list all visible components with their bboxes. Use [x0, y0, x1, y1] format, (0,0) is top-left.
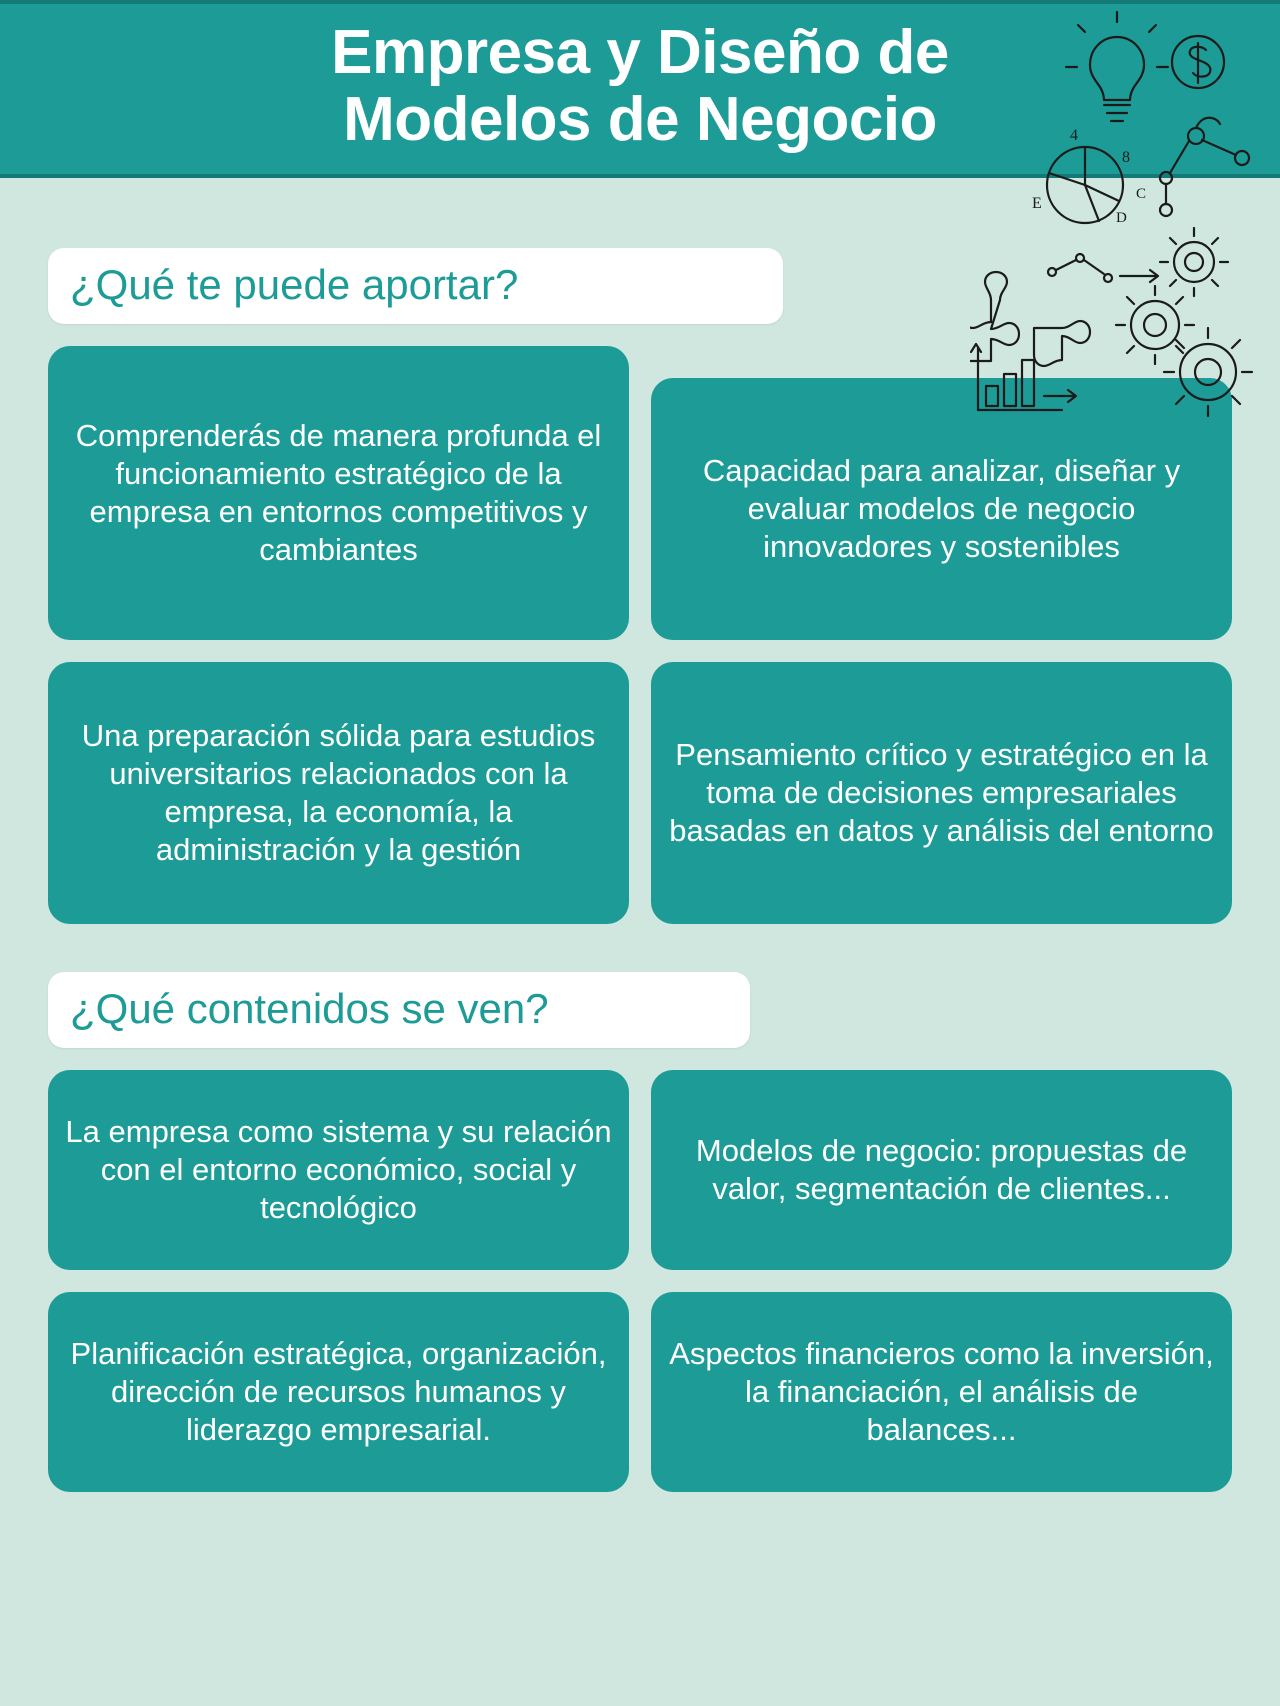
- section-heading-label: ¿Qué contenidos se ven?: [70, 985, 549, 1032]
- svg-text:8: 8: [1122, 149, 1130, 166]
- section-contenidos: [48, 924, 1232, 1492]
- card-item: Comprenderás de manera profunda el funcionamiento estratégico de la empresa en entornos competitivos y cambiantes: [48, 346, 629, 640]
- cards-grid-contenidos: [48, 1070, 1232, 1492]
- card-item: La empresa como sistema y su relación con el entorno económico, social y tecnológico: [48, 1070, 629, 1270]
- card-item: Aspectos financieros como la inversión, la financiación, el análisis de balances...: [651, 1292, 1232, 1492]
- card-item: Capacidad para analizar, diseñar y evaluar modelos de negocio innovadores y sostenibles: [651, 378, 1232, 640]
- svg-text:D: D: [1116, 210, 1127, 226]
- svg-text:C: C: [1136, 186, 1147, 202]
- main-content: [0, 178, 1280, 1492]
- cards-grid-aportar: [48, 346, 1232, 924]
- card-item: Pensamiento crítico y estratégico en la toma de decisiones empresariales basadas en datos y análisis del entorno: [651, 662, 1232, 924]
- page-title: Empresa y Diseño de Modelos de Negocio: [331, 18, 949, 154]
- section-aportar: [48, 178, 1232, 924]
- svg-text:E: E: [1032, 195, 1042, 212]
- card-item: Modelos de negocio: propuestas de valor, segmentación de clientes...: [651, 1070, 1232, 1270]
- section-heading-aportar: [48, 248, 783, 324]
- page-header: [0, 0, 1280, 178]
- svg-text:4: 4: [1070, 127, 1078, 144]
- card-item: Planificación estratégica, organización, dirección de recursos humanos y liderazgo empresarial.: [48, 1292, 629, 1492]
- section-heading-contenidos: [48, 972, 750, 1048]
- section-heading-label: ¿Qué te puede aportar?: [70, 261, 519, 308]
- card-item: Una preparación sólida para estudios universitarios relacionados con la empresa, la economía, la administración y la gestión: [48, 662, 629, 924]
